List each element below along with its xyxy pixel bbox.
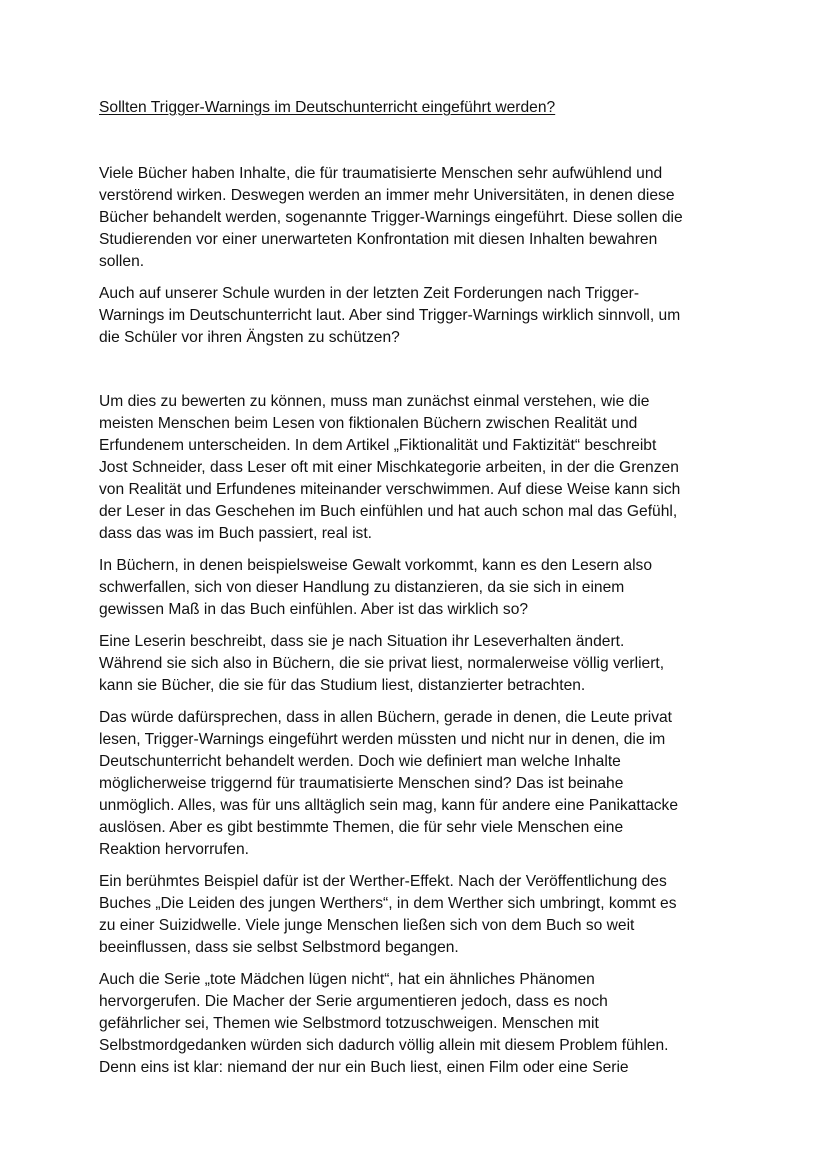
paragraph-fiction-reality	[99, 391, 739, 545]
paragraph-violence	[99, 555, 739, 621]
text-line: Während sie sich also in Büchern, die sie privat liest, normalerweise völlig verliert,	[99, 655, 665, 672]
text-line: Jost Schneider, dass Leser oft mit einer Mischkategorie arbeiten, in der die Grenzen	[99, 459, 679, 476]
text-line: Auch die Serie „tote Mädchen lügen nicht“, hat ein ähnliches Phänomen	[99, 971, 595, 988]
text-line: Das würde dafürsprechen, dass in allen Büchern, gerade in denen, die Leute privat	[99, 709, 673, 726]
text-line: gefährlicher sei, Themen wie Selbstmord totzuschweigen. Menschen mit	[99, 1015, 599, 1032]
text-line: Erfundenem unterscheiden. In dem Artikel „Fiktionalität und Faktizität“ beschreibt	[99, 437, 657, 454]
text-line: Warnings im Deutschunterricht laut. Aber sind Trigger-Warnings wirklich sinnvoll, um	[99, 307, 681, 324]
text-line: der Leser in das Geschehen im Buch einfühlen und hat auch schon mal das Gefühl,	[99, 503, 678, 520]
text-line: Buches „Die Leiden des jungen Werthers“, in dem Werther sich umbringt, kommt es	[99, 895, 677, 912]
text-line: Auch auf unserer Schule wurden in der letzten Zeit Forderungen nach Trigger-	[99, 285, 640, 302]
text-line: Ein berühmtes Beispiel dafür ist der Werther-Effekt. Nach der Veröffentlichung des	[99, 873, 667, 890]
text-line: zu einer Suizidwelle. Viele junge Menschen ließen sich von dem Buch so weit	[99, 917, 635, 934]
text-line: Deutschunterricht behandelt werden. Doch wie definiert man welche Inhalte	[99, 753, 621, 770]
paragraph-definition	[99, 707, 739, 861]
text-line: Um dies zu bewerten zu können, muss man zunächst einmal verstehen, wie die	[99, 393, 650, 410]
text-line: In Büchern, in denen beispielsweise Gewalt vorkommt, kann es den Lesern also	[99, 557, 653, 574]
text-line: die Schüler vor ihren Ängsten zu schützen?	[99, 329, 400, 346]
text-line: verstörend wirken. Deswegen werden an immer mehr Universitäten, in denen diese	[99, 187, 675, 204]
paragraph-reader	[99, 631, 739, 697]
text-line: gewissen Maß in das Buch einfühlen. Aber ist das wirklich so?	[99, 601, 529, 618]
text-line: meisten Menschen beim Lesen von fiktionalen Büchern zwischen Realität und	[99, 415, 638, 432]
text-line: dass das was im Buch passiert, real ist.	[99, 525, 372, 542]
text-line: Selbstmordgedanken würden sich dadurch völlig allein mit diesem Problem fühlen.	[99, 1037, 669, 1054]
document-title: Sollten Trigger-Warnings im Deutschunterricht eingeführt werden?	[99, 99, 556, 116]
text-line: sollen.	[99, 253, 145, 270]
text-line: Studierenden vor einer unerwarteten Konfrontation mit diesen Inhalten bewahren	[99, 231, 658, 248]
paragraph-question	[99, 283, 739, 349]
text-line: Viele Bücher haben Inhalte, die für traumatisierte Menschen sehr aufwühlend und	[99, 165, 663, 182]
text-line: beeinflussen, dass sie selbst Selbstmord begangen.	[99, 939, 459, 956]
document-body	[99, 163, 739, 1089]
text-line: unmöglich. Alles, was für uns alltäglich sein mag, kann für andere eine Panikattacke	[99, 797, 679, 814]
text-line: von Realität und Erfundenes miteinander verschwimmen. Auf diese Weise kann sich	[99, 481, 681, 498]
paragraph-series	[99, 969, 739, 1079]
text-line: Reaktion hervorrufen.	[99, 841, 249, 858]
text-line: Bücher behandelt werden, sogenannte Trigger-Warnings eingeführt. Diese sollen die	[99, 209, 683, 226]
paragraph-werther	[99, 871, 739, 959]
text-line: auslösen. Aber es gibt bestimmte Themen, die für sehr viele Menschen eine	[99, 819, 624, 836]
text-line: lesen, Trigger-Warnings eingeführt werden müssten und nicht nur in denen, die im	[99, 731, 666, 748]
text-line: Eine Leserin beschreibt, dass sie je nach Situation ihr Leseverhalten ändert.	[99, 633, 625, 650]
text-line: hervorgerufen. Die Macher der Serie argumentieren jedoch, dass es noch	[99, 993, 608, 1010]
text-line: Denn eins ist klar: niemand der nur ein Buch liest, einen Film oder eine Serie	[99, 1059, 629, 1076]
paragraph-intro	[99, 163, 739, 273]
text-line: möglicherweise triggernd für traumatisierte Menschen sind? Das ist beinahe	[99, 775, 624, 792]
text-line: kann sie Bücher, die sie für das Studium liest, distanzierter betrachten.	[99, 677, 586, 694]
text-line: schwerfallen, sich von dieser Handlung zu distanzieren, da sie sich in einem	[99, 579, 625, 596]
